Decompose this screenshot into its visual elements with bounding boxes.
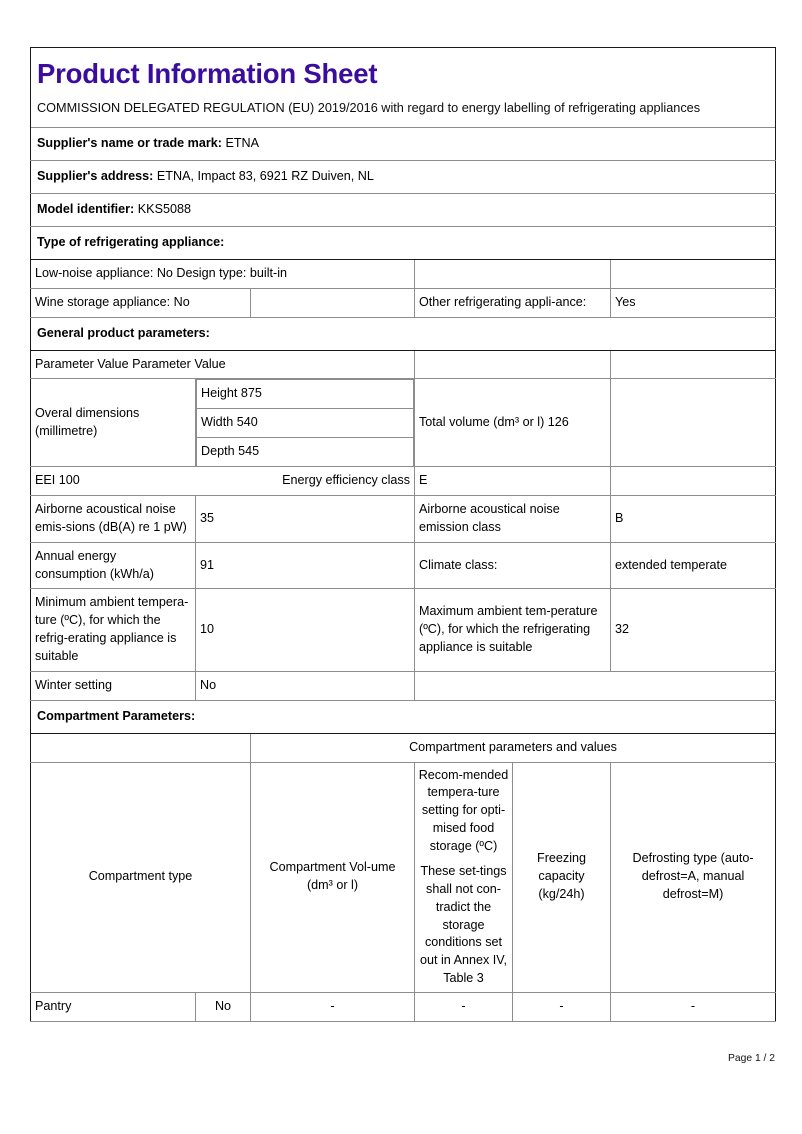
model-identifier-row	[31, 194, 776, 227]
wine-storage-row	[31, 288, 776, 317]
compartment-type-header: Compartment type	[31, 762, 251, 993]
annual-energy-value: 91	[196, 542, 415, 589]
supplier-name-cell	[31, 128, 776, 161]
title-cell	[31, 48, 776, 128]
compartment-row-freezing: -	[513, 993, 611, 1022]
annual-energy-row	[31, 542, 776, 589]
supplier-address-label: Supplier's address:	[37, 169, 154, 184]
low-noise-spacer-cell	[415, 259, 611, 288]
compartment-group-header-row	[31, 733, 776, 762]
wine-storage-cell: Wine storage appliance: No	[31, 288, 251, 317]
other-appliance-label: Other refrigerating appli-ance:	[415, 288, 611, 317]
compartment-parameters-header-row	[31, 700, 776, 733]
compartment-parameters-header-cell	[31, 700, 776, 733]
low-noise-spacer-cell-2	[611, 259, 776, 288]
general-parameters-header-row	[31, 317, 776, 350]
max-temp-label: Maximum ambient tem-perature (ºC), for which the refrigerating appliance is suitable	[415, 589, 611, 672]
compartment-row-defrost: -	[611, 993, 776, 1022]
compartment-volume-header: Compartment Vol-ume (dm³ or l)	[251, 762, 415, 993]
dimension-row-depth	[197, 438, 414, 466]
model-identifier-label: Model identifier:	[37, 202, 135, 217]
compartment-defrost-header: Defrosting type (auto-defrost=A, manual defrost=M)	[611, 762, 776, 993]
supplier-name-row	[31, 128, 776, 161]
noise-class-value: B	[611, 495, 776, 542]
compartment-row-present: No	[196, 993, 251, 1022]
total-volume-spacer	[611, 379, 776, 467]
total-volume-cell: Total volume (dm³ or l) 126	[415, 379, 611, 467]
winter-setting-spacer	[415, 671, 611, 700]
compartment-row-type: Pantry	[31, 993, 196, 1022]
winter-setting-label: Winter setting	[31, 671, 196, 700]
compartment-row-temperature: -	[415, 993, 513, 1022]
dimension-height-name: Height	[201, 386, 238, 401]
dimension-row-width	[197, 409, 414, 438]
min-temp-value: 10	[196, 589, 415, 672]
low-noise-row	[31, 259, 776, 288]
page-title: Product Information Sheet	[37, 58, 378, 89]
appliance-type-header-cell	[31, 227, 776, 260]
header-gap	[418, 856, 509, 863]
energy-class-value: E	[415, 467, 611, 496]
supplier-address-row	[31, 161, 776, 194]
winter-setting-value: No	[196, 671, 415, 700]
climate-class-label: Climate class:	[415, 542, 611, 589]
climate-class-value: extended temperate	[611, 542, 776, 589]
dimension-height-value: 875	[240, 386, 262, 401]
product-information-sheet	[30, 47, 775, 1022]
winter-setting-spacer-2	[611, 671, 776, 700]
noise-value: 35	[196, 495, 415, 542]
wine-storage-spacer-cell	[251, 288, 415, 317]
dimensions-subtable	[196, 379, 414, 466]
title-row	[31, 48, 776, 128]
model-identifier-cell	[31, 194, 776, 227]
dimension-depth-value: 545	[238, 444, 260, 459]
dimension-width-name: Width	[201, 415, 234, 430]
compartment-parameters-label: Compartment Parameters:	[37, 708, 196, 723]
dimensions-label: Overal dimensions (millimetre)	[31, 379, 196, 467]
dimension-width	[197, 409, 414, 438]
noise-class-label: Airborne acoustical noise emission class	[415, 495, 611, 542]
parameter-legend-spacer-2	[611, 350, 776, 379]
dimension-depth	[197, 438, 414, 466]
dimension-row-height	[197, 380, 414, 409]
eei-row	[31, 467, 776, 496]
supplier-name-label: Supplier's name or trade mark:	[37, 136, 222, 151]
annual-energy-label: Annual energy consumption (kWh/a)	[31, 542, 196, 589]
energy-class-label: Energy efficiency class	[196, 467, 415, 496]
parameter-legend-cell: Parameter Value Parameter Value	[31, 350, 415, 379]
dimensions-subtable-cell	[196, 379, 415, 467]
general-parameters-header-cell	[31, 317, 776, 350]
table-row	[31, 993, 776, 1022]
other-appliance-value: Yes	[611, 288, 776, 317]
max-temp-value: 32	[611, 589, 776, 672]
low-noise-cell: Low-noise appliance: No Design type: built-in	[31, 259, 415, 288]
compartment-row-volume: -	[251, 993, 415, 1022]
dimensions-row	[31, 379, 776, 467]
compartment-freezing-header: Freezing capacity (kg/24h)	[513, 762, 611, 993]
parameter-legend-row	[31, 350, 776, 379]
supplier-address-cell	[31, 161, 776, 194]
dimension-height	[197, 380, 414, 409]
winter-setting-row	[31, 671, 776, 700]
page-footer: Page 1 / 2	[728, 1053, 775, 1064]
supplier-name-value: ETNA	[225, 136, 260, 151]
supplier-address-value: ETNA, Impact 83, 6921 RZ Duiven, NL	[156, 169, 374, 184]
compartment-column-headers-row	[31, 762, 776, 993]
dimension-depth-name: Depth	[201, 444, 235, 459]
eei-value: EEI 100	[31, 467, 196, 496]
eei-spacer	[611, 467, 776, 496]
ambient-temperature-row	[31, 589, 776, 672]
compartment-group-blank	[31, 733, 251, 762]
general-parameters-label: General product parameters:	[37, 325, 210, 340]
compartment-temperature-header	[415, 762, 513, 993]
appliance-type-header-row	[31, 227, 776, 260]
compartment-temperature-header-part2: These set-tings shall not con-tradict the storage conditions set out in Annex IV, Table 3	[419, 863, 508, 986]
noise-row	[31, 495, 776, 542]
appliance-type-label: Type of refrigerating appliance:	[37, 235, 225, 250]
compartment-temperature-header-part1: Recom-mended tempera-ture setting for opti-mised food storage (ºC)	[418, 767, 509, 854]
min-temp-label: Minimum ambient tempera-ture (ºC), for which the refrig-erating appliance is suitable	[31, 589, 196, 672]
noise-label: Airborne acoustical noise emis-sions (dB(A) re 1 pW)	[31, 495, 196, 542]
regulation-text: COMMISSION DELEGATED REGULATION (EU) 2019/2016 with regard to energy labelling of refrigerating appliances	[37, 100, 701, 115]
dimension-width-value: 540	[236, 415, 258, 430]
parameter-legend-spacer	[415, 350, 611, 379]
product-info-table	[30, 47, 776, 1022]
model-identifier-value: KKS5088	[137, 202, 191, 217]
compartment-group-header: Compartment parameters and values	[251, 733, 776, 762]
